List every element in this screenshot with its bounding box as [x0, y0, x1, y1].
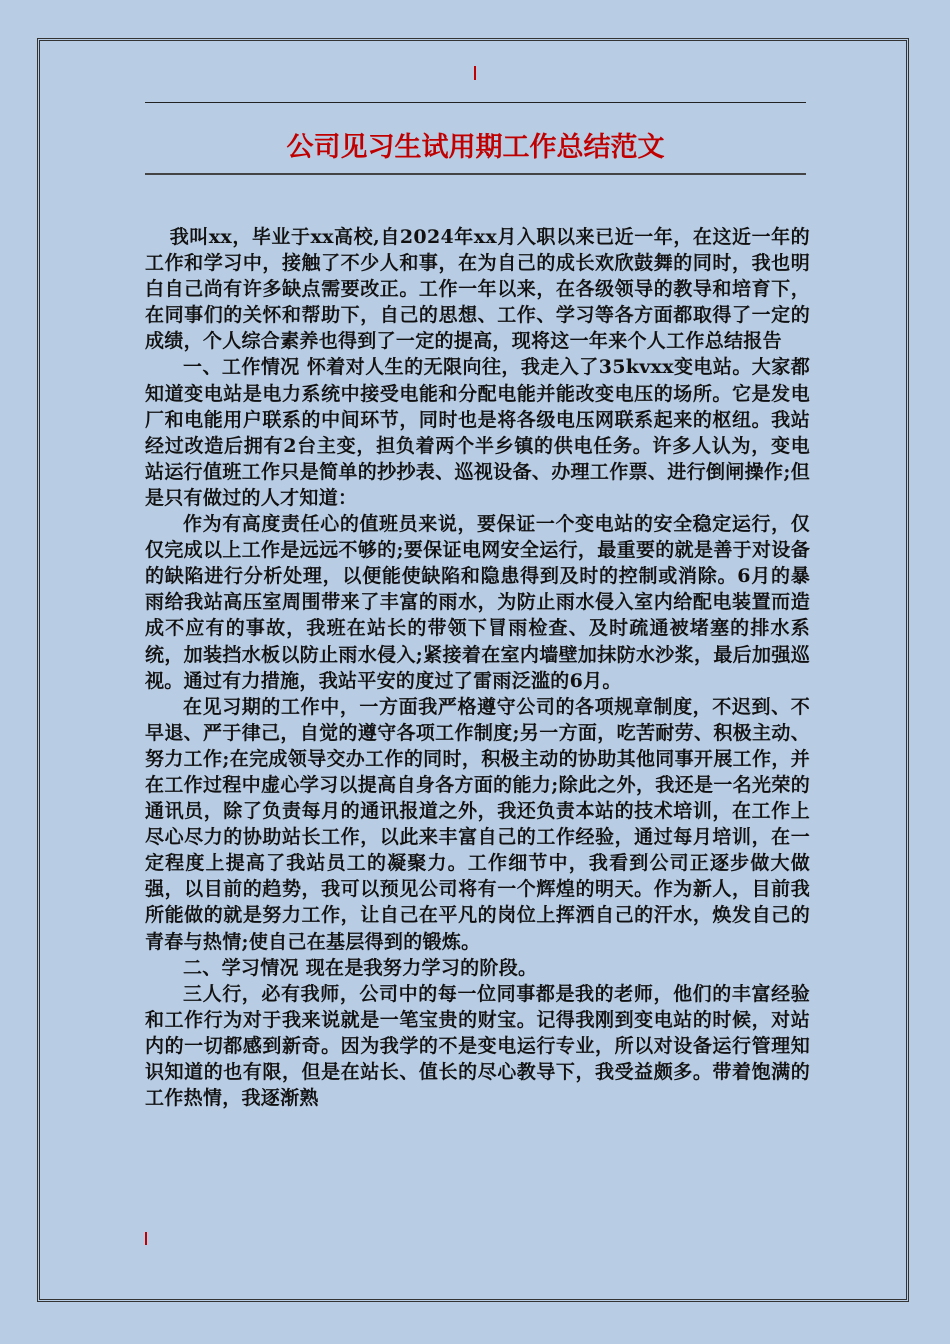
paragraph-intro: 我叫xx，毕业于xx高校,自2024年xx月入职以来已近一年，在这近一年的工作和学习中，接触了不少人和事，在为自己的成长欢欣鼓舞的同时，我也明白自己尚有许多缺点需要改正。工作一年以来，在各级领导的教导和培育下，在同事们的关怀和帮助下，自己的思想、工作、学习等各方面都取得了一定的成绩，个人综合素养也得到了一定的提高，现将这一年来个人工作总结报告 [145, 226, 810, 353]
paragraph-study-detail: 三人行，必有我师，公司中的每一位同事都是我的老师，他们的丰富经验和工作行为对于我来说就是一笔宝贵的财宝。记得我刚到变电站的时候，对站内的一切都感到新奇。因为我学的不是变电运行专业，所以对设备运行管理知识知道的也有限，但是在站长、值长的尽心教导下，我受益颇多。带着饱满的工作热情，我逐渐熟 [145, 982, 810, 1110]
paragraph-study-heading: 二、学习情况 现在是我努力学习的阶段。 [183, 956, 538, 979]
paragraph-probation-work: 在见习期的工作中，一方面我严格遵守公司的各项规章制度，不迟到、不早退、严于律己，自觉的遵守各项工作制度;另一方面，吃苦耐劳、积极主动、努力工作;在完成领导交办工作的同时，积极主动的协助其他同事开展工作，并在工作过程中虚心学习以提高自身各方面的能力;除此之外，我还是一名光荣的通讯员，除了负责每月的通讯报道之外，我还负责本站的技术培训，在工作上尽心尽力的协助站长工作，以此来丰富自己的工作经验，通过每月培训，在一定程度上提高了我站员工的凝聚力。工作细节中，我看到公司正逐步做大做强，以目前的趋势，我可以预见公司将有一个辉煌的明天。作为新人，目前我所能做的就是努力工作，让自己在平凡的岗位上挥洒自己的汗水，焕发自己的青春与热情;使自己在基层得到的锻炼。 [145, 695, 810, 953]
title-rule [145, 173, 806, 175]
document-title: 公司见习生试用期工作总结范文 [286, 132, 665, 163]
header-rule [145, 102, 806, 103]
document-body [145, 224, 810, 1111]
footer-mark [145, 1232, 147, 1245]
paragraph-work-situation: 一、工作情况 怀着对人生的无限向往，我走入了35kvxx变电站。大家都知道变电站是电力系统中接受电能和分配电能并能改变电压的场所。它是发电厂和电能用户联系的中间环节，同时也是将各级电压网联系起来的枢纽。我站经过改造后拥有2台主变，担负着两个半乡镇的供电任务。许多人认为，变电站运行值班工作只是简单的抄抄表、巡视设备、办理工作票、进行倒闸操作;但是只有做过的人才知道： [145, 356, 810, 509]
paragraph-duty-responsibility: 作为有高度责任心的值班员来说，要保证一个变电站的安全稳定运行，仅仅完成以上工作是远远不够的;要保证电网安全运行，最重要的就是善于对设备的缺陷进行分析处理，以便能使缺陷和隐患得到及时的控制或消除。6月的暴雨给我站高压室周围带来了丰富的雨水，为防止雨水侵入室内给配电装置而造成不应有的事故，我班在站长的带领下冒雨检查、及时疏通被堵塞的排水系统，加装挡水板以防止雨水侵入;紧接着在室内墙壁加抹防水沙浆，最后加强巡视。通过有力措施，我站平安的度过了雷雨泛滥的6月。 [145, 513, 810, 692]
header-mark [474, 66, 476, 80]
